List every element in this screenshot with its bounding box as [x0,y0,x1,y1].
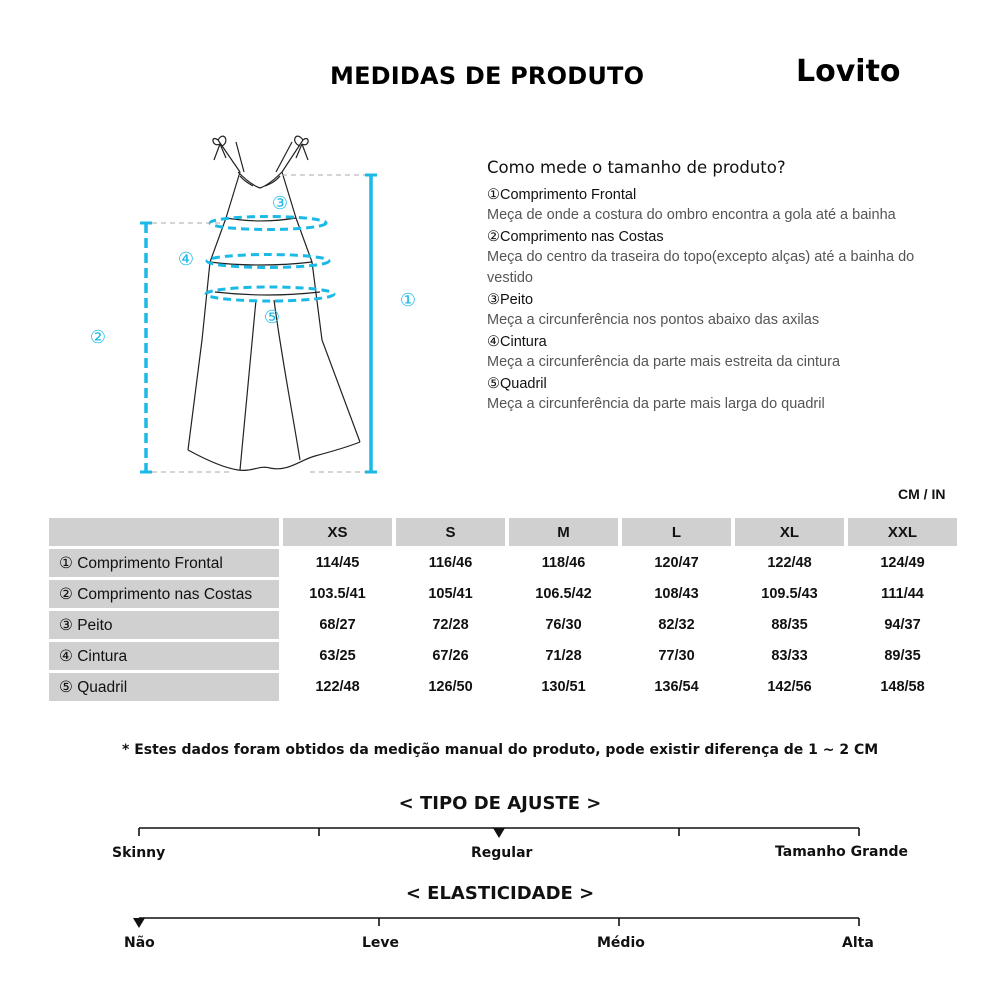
table-cell: 89/35 [884,648,921,664]
table-cell: 83/33 [771,648,808,664]
table-cell: 114/45 [315,555,360,571]
table-cell: 71/28 [545,648,582,664]
table-row [49,642,957,670]
table-cell: 94/37 [884,617,921,633]
elasticity-label-none: Não [124,935,155,951]
instruction-item [487,374,927,415]
elasticity-selected-marker [133,918,145,928]
row-label: ② Comprimento nas Costas [49,580,279,608]
table-cell: 126/50 [428,679,473,695]
elasticity-label-medium: Médio [597,935,645,951]
instruction-title: ③Peito [487,292,534,308]
elasticity-scale-bar [0,908,1000,938]
size-table [45,515,961,704]
table-cell: 77/30 [658,648,695,664]
instruction-description: Meça a circunferência nos pontos abaixo das axilas [487,312,820,328]
table-row [49,673,957,701]
instruction-description: Meça do centro da traseira do topo(excepto alças) até a bainha do vestido [487,249,915,286]
fit-selected-marker [493,828,505,838]
size-header: M [509,518,618,546]
size-header: S [396,518,505,546]
table-cell: 116/46 [428,555,473,571]
instructions-heading: Como mede o tamanho de produto? [487,158,786,177]
instruction-item [487,185,927,226]
table-cell: 118/46 [541,555,586,571]
elasticity-label-light: Leve [362,935,400,951]
instruction-title: ①Comprimento Frontal [487,187,637,203]
table-cell: 76/30 [545,617,582,633]
dress-outline [188,136,360,470]
measurement-guides [140,175,377,472]
table-row [49,611,957,639]
marker-hip: ⑤ [263,307,281,328]
table-cell: 142/56 [767,679,812,695]
table-cell: 88/35 [771,617,808,633]
measurement-note: * Estes dados foram obtidos da medição manual do produto, pode existir diferença de 1 ~ 2 CM [122,742,879,758]
instruction-item [487,332,927,373]
row-label: ⑤ Quadril [49,673,279,701]
elasticity-scale-title: < ELASTICIDADE > [405,883,595,904]
instruction-description: Meça a circunferência da parte mais estreita da cintura [487,354,841,370]
table-cell: 68/27 [319,617,356,633]
table-cell: 82/32 [658,617,695,633]
row-label: ④ Cintura [49,642,279,670]
fit-scale-title: < TIPO DE AJUSTE > [398,793,602,814]
marker-front-length: ① [399,290,417,311]
size-header: XL [735,518,844,546]
table-cell: 67/26 [432,648,469,664]
instruction-item [487,290,927,331]
row-label: ① Comprimento Frontal [49,549,279,577]
table-cell: 105/41 [428,586,473,602]
table-cell: 122/48 [767,555,812,571]
table-row [49,580,957,608]
table-cell: 124/49 [880,555,925,571]
reference-lines [152,175,365,472]
table-row [49,549,957,577]
table-cell: 72/28 [432,617,469,633]
instruction-description: Meça de onde a costura do ombro encontra a gola até a bainha [487,207,896,223]
fit-label-regular: Regular [471,845,533,861]
instruction-description: Meça a circunferência da parte mais larga do quadril [487,396,825,412]
table-cell: 108/43 [654,586,699,602]
table-cell: 109.5/43 [761,586,818,602]
instruction-item [487,227,927,289]
table-cell: 111/44 [881,586,924,602]
table-cell: 148/58 [880,679,925,695]
table-cell: 122/48 [315,679,360,695]
table-header-row [49,518,957,546]
size-header: L [622,518,731,546]
marker-chest: ③ [271,193,289,214]
units-label: CM / IN [898,486,946,502]
page-title: MEDIDAS DE PRODUTO [330,62,645,90]
table-cell: 63/25 [319,648,356,664]
table-corner-cell [49,518,279,546]
fit-label-skinny: Skinny [112,845,166,861]
brand-logo: Lovito [796,54,901,89]
elasticity-label-high: Alta [842,935,874,951]
table-cell: 120/47 [654,555,699,571]
fit-label-large: Tamanho Grande [775,844,908,860]
table-cell: 106.5/42 [535,586,592,602]
size-header: XXL [848,518,957,546]
table-cell: 136/54 [654,679,699,695]
marker-waist: ④ [177,249,195,270]
table-cell: 103.5/41 [309,586,366,602]
measurement-instructions [487,158,927,416]
row-label: ③ Peito [49,611,279,639]
size-header: XS [283,518,392,546]
marker-back-length: ② [89,327,107,348]
instruction-title: ④Cintura [487,334,547,350]
instruction-title: ⑤Quadril [487,376,547,392]
instruction-title: ②Comprimento nas Costas [487,229,664,245]
table-cell: 130/51 [541,679,586,695]
dress-measurement-illustration [60,120,440,490]
